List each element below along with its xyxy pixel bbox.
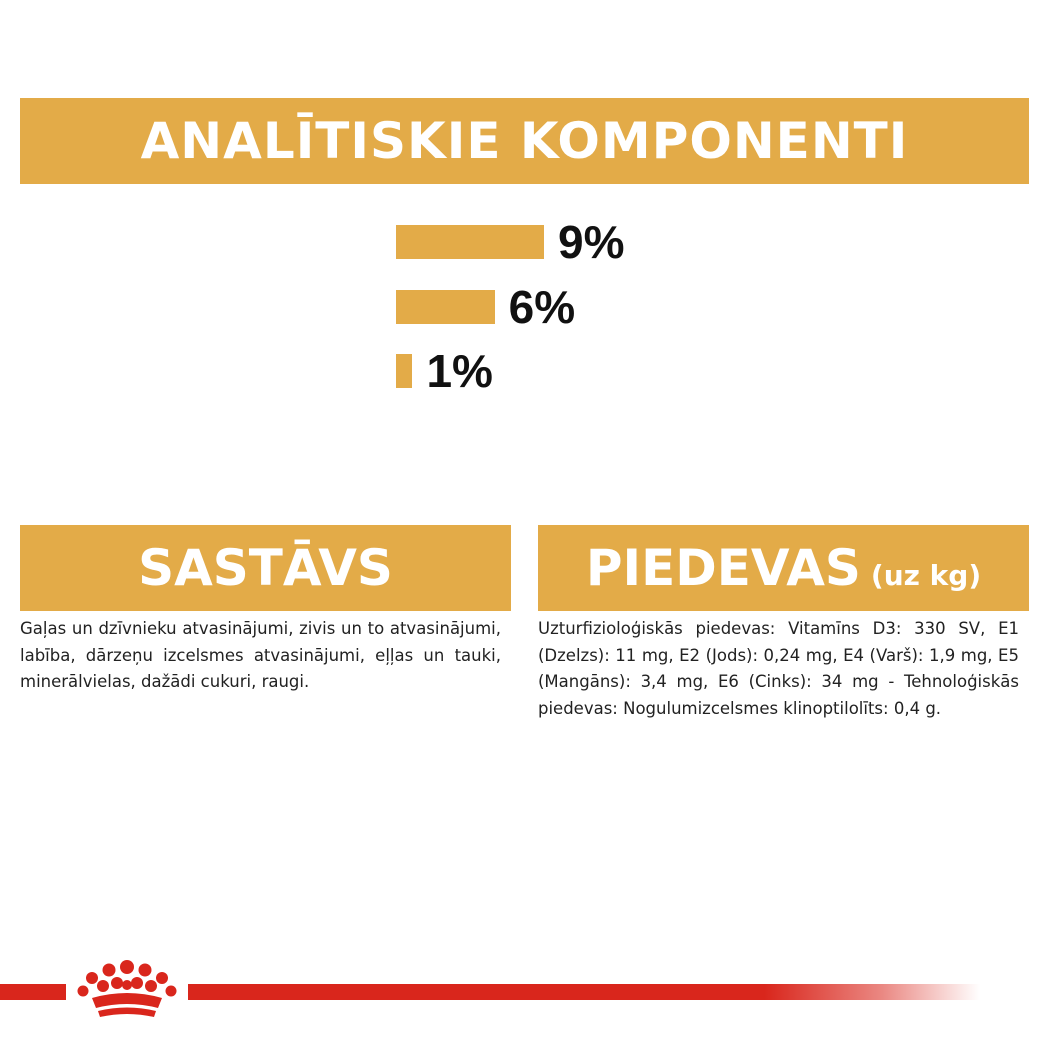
component-value: 6% (508, 281, 576, 333)
component-bar (396, 225, 544, 259)
additives-banner (538, 525, 1029, 611)
analytic-components-title: ANALĪTISKIE KOMPONENTI (140, 112, 909, 170)
component-bar (396, 290, 495, 324)
royal-canin-crown-icon (74, 958, 180, 1020)
analytic-components-banner (20, 98, 1029, 184)
composition-title: SASTĀVS (138, 539, 393, 597)
component-value: 1% (426, 345, 493, 397)
additives-title: PIEDEVAS (585, 539, 861, 597)
composition-banner (20, 525, 511, 611)
component-value: 9% (558, 216, 625, 268)
additives-text: Uzturfizioloģiskās piedevas: Vitamīns D3: 330 SV, E1 (Dzelzs): 11 mg, E2 (Jods): 0,24 mg, E4 (Varš): 1,9 mg, E5 (Mangāns): 3,4 mg, E6 (Cinks): 34 mg - Tehnoloģiskās piedevas: Nogulumizcelsmes klinoptilolīts: 0,4 g. (538, 619, 1019, 718)
additives-unit: (uz kg) (870, 558, 982, 592)
composition-text: Gaļas un dzīvnieku atvasinājumi, zivis un to atvasinājumi, labība, dārzeņu izcelsmes atvasinājumi, eļļas un tauki, minerālvielas, dažādi cukuri, raugi. (20, 619, 501, 691)
component-bar (396, 354, 412, 388)
